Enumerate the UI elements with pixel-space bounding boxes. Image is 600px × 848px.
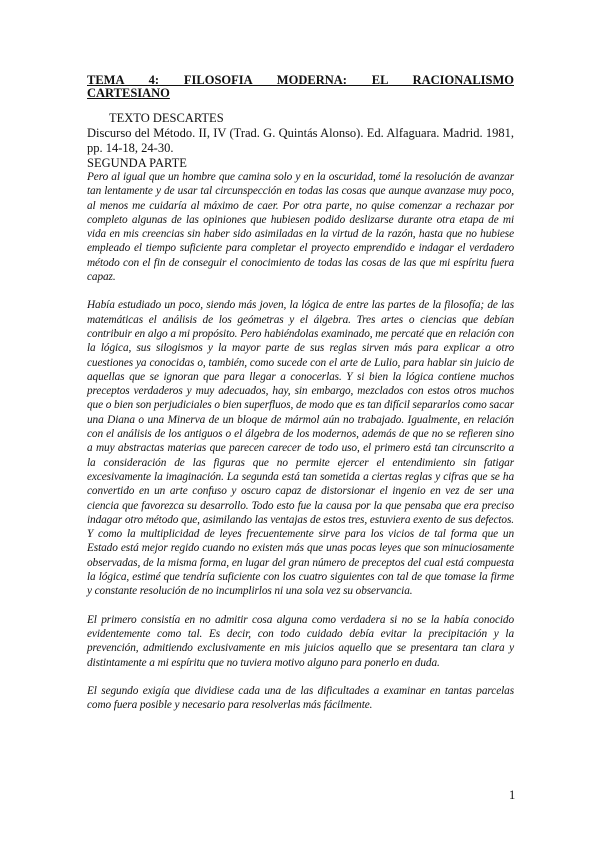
paragraph-2: Había estudiado un poco, siendo más joven, la lógica de entre las partes de la filosofía; de las matemáticas el análisis de los geómetras y el álgebra. Tres artes o ciencias que debían contribuir en algo a mi propósito. Pero habiéndolas examinado, me percaté que en relación con la lógica, sus silogismos y la mayor parte de sus reglas sirven más para explicar a otro cuestiones ya conocidas o, también, como sucede con el arte de Lulio, para hablar sin juicio de aquellas que se ignoran que para llegar a conocerlas. Y si bien la lógica contiene muchos preceptos verdaderos y muy adecuados, hay, sin embargo, mezclados con estos otros muchos que o bien son perjudiciales o bien superfluos, de modo que es tan difícil separarlos como sacar una Diana o una Minerva de un bloque de mármol aún no trabajado. Igualmente, en relación con el análisis de los antiguos o el álgebra de los modernos, además de que no se refieren sino a muy abstractas materias que parecen carecer de todo uso, el primero está tan circunscrito a la consideración de las figuras que no permite ejercer el entendimiento sin fatigar excesivamente la imaginación. La segunda está tan sometida a ciertas reglas y cifras que se ha convertido en un arte confuso y oscuro capaz de distorsionar el ingenio en vez de ser una ciencia que favorezca su desarrollo. Todo esto fue la causa por la que pensaba que era preciso indagar otro método que, asimilando las ventajas de estos tres, estuviera exento de sus defectos. Y como la multiplicidad de leyes frecuentemente sirve para los vicios de tal forma que un Estado está mejor regido cuando no existen más que unas pocas leyes que son minuciosamente observadas, de la misma forma, en lugar del gran número de preceptos del cual está compuesta la lógica, estimé que tendría suficiente con los cuatro siguientes con tal de que tomase la firme y constante resolución de no incumplirlos ni una sola vez su observancia. <box>87 299 514 598</box>
paragraph-3: El primero consistía en no admitir cosa alguna como verdadera si no se la había conocido evidentemente como tal. Es decir, con todo cuidado debía evitar la precipitación y la prevención, admitiendo exclusivamente en mis juicios aquello que se presentara tan clara y distintamente a mi espíritu que no tuviera motivo alguno para ponerlo en duda. <box>87 613 514 669</box>
section-heading: SEGUNDA PARTE <box>87 156 187 170</box>
paragraph-1: Pero al igual que un hombre que camina solo y en la oscuridad, tomé la resolución de avanzar tan lentamente y de usar tal circunspección en todas las cosas que aunque avanzase muy poco, al menos me cuidaría al máximo de caer. Por otra parte, no quise comenzar a rechazar por completo algunas de las opiniones que hubiesen podido deslizarse durante otra etapa de mi vida en mis creencias sin haber sido asimiladas en la virtud de la razón, hasta que no hubiese empleado el tiempo suficiente para completar el proyecto emprendido e indagar el verdadero método con el fin de conseguir el conocimiento de todas las cosas de las que mi espíritu fuera capaz. <box>87 171 514 284</box>
document-title-line-2: CARTESIANO <box>87 86 170 100</box>
document-title-line-1: TEMA 4: FILOSOFIA MODERNA: EL RACIONALISMO <box>87 73 514 87</box>
page-number: 1 <box>509 788 516 802</box>
text-author-label: TEXTO DESCARTES <box>109 111 224 125</box>
paragraph-4: El segundo exigía que dividiese cada una de las dificultades a examinar en tantas parcelas como fuera posible y necesario para resolverlas más fácilmente. <box>87 684 514 712</box>
document-body <box>87 74 514 712</box>
source-citation: Discurso del Método. II, IV (Trad. G. Quintás Alonso). Ed. Alfaguara. Madrid. 1981, pp. 14-18, 24-30. <box>87 126 514 155</box>
